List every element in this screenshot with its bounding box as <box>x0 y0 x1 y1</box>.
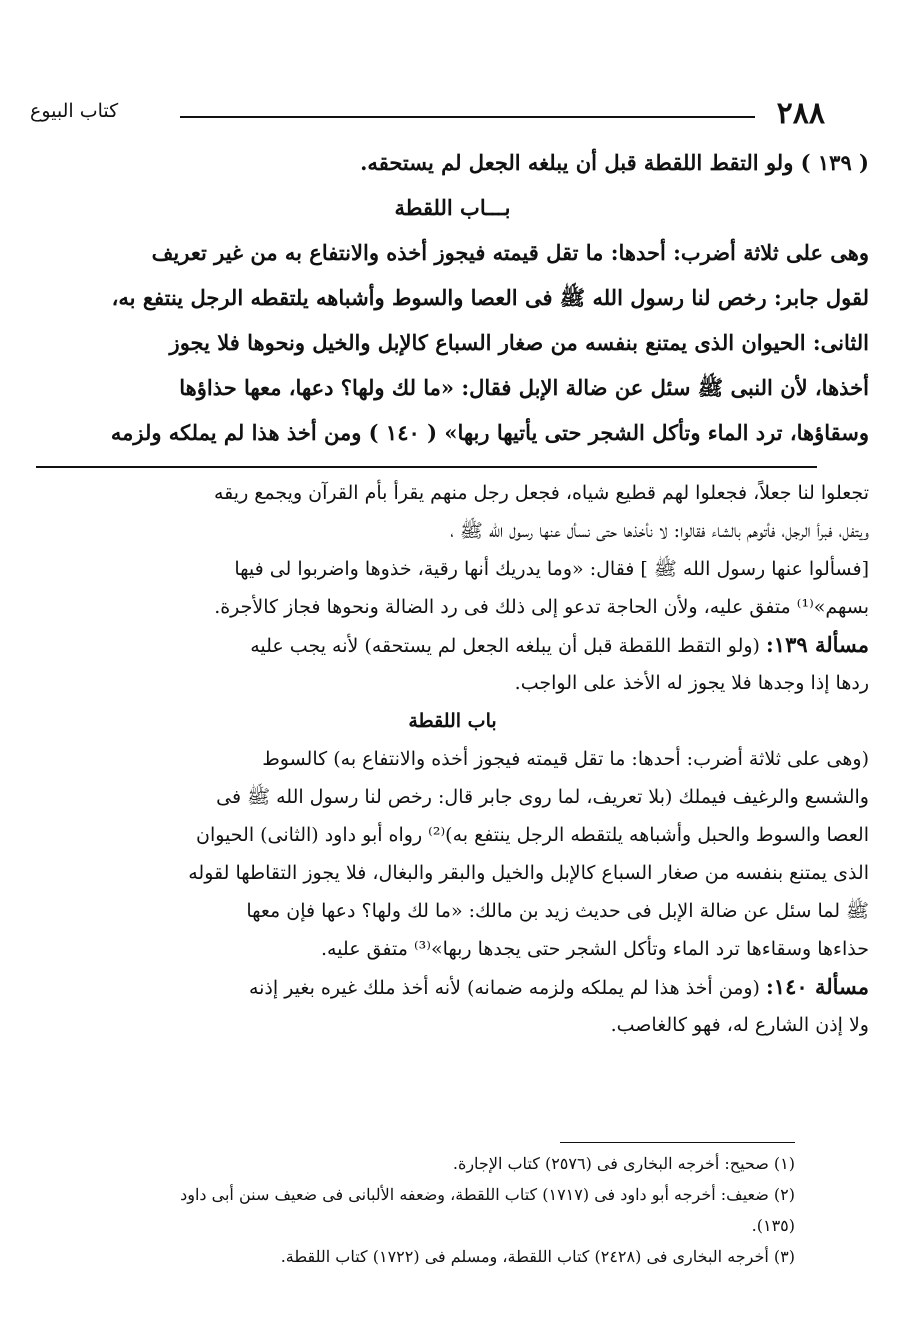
footnote: (٢) ضعيف: أخرجه أبو داود فى (١٧١٧) كتاب اللقطة، وضعفه الألبانى فى ضعيف سنن أبى داود <box>180 1185 795 1204</box>
footnote: (٣) أخرجه البخارى فى (٢٤٢٨) كتاب اللقطة، ومسلم فى (١٧٢٢) كتاب اللقطة. <box>280 1247 795 1266</box>
footnote: (١٣٥). <box>751 1216 795 1235</box>
matn-line: وهى على ثلاثة أضرب: أحدها: ما تقل قيمته فيجوز أخذه والانتفاع به من غير تعريف <box>151 240 869 265</box>
sharh-line: ردها إذا وجدها فلا يجوز له الأخذ على الواجب. <box>514 672 869 694</box>
page-header <box>30 96 825 136</box>
matn-line: وسقاؤها، ترد الماء وتأكل الشجر حتى يأتيها ربها» ( ١٤٠ ) ومن أخذ هذا لم يملكه ولزمه <box>110 420 869 445</box>
matn-line: أخذها، لأن النبى ﷺ سئل عن ضالة الإبل فقال: «ما لك ولها؟ دعها، معها حذاؤها <box>179 375 869 400</box>
sharh-line: والشسع والرغيف فيملك (بلا تعريف، لما روى جابر قال: رخص لنا رسول الله ﷺ فى <box>216 786 869 808</box>
masala-line <box>36 968 869 1006</box>
sharh-line: [فسألوا عنها رسول الله ﷺ ] فقال: «وما يدريك أنها رقية، خذوها واضربوا لى فيها <box>234 558 869 580</box>
masala-text: (ولو التقط اللقطة قبل أن يبلغه الجعل لم يستحقه) لأنه يجب عليه <box>250 635 760 657</box>
sharh-line: ويتفل، فبرأ الرجل، فأتوهم بالشاء فقالوا: لا نأخذها حتى نسأل عنها رسول الله ﷺ ، <box>450 520 869 542</box>
footnotes <box>36 1148 795 1272</box>
sharh-line: ﷺ لما سئل عن ضالة الإبل فى حديث زيد بن مالك: «ما لك ولها؟ دعها فإن معها <box>246 900 869 922</box>
sharh-line: (وهى على ثلاثة أضرب: أحدها: ما تقل قيمته فيجوز أخذه والانتفاع به) كالسوط <box>262 748 869 770</box>
sharh-text <box>36 474 869 1044</box>
sharh-line: حذاءها وسقاءها ترد الماء وتأكل الشجر حتى يجدها ربها»⁽³⁾ متفق عليه. <box>320 938 869 960</box>
section-divider <box>36 466 817 468</box>
footnote: (١) صحيح: أخرجه البخارى فى (٢٥٧٦) كتاب الإجارة. <box>452 1154 795 1173</box>
matn-text <box>36 140 869 455</box>
page-number: ٢٨٨ <box>776 96 825 131</box>
sharh-line: بسهم»⁽¹⁾ متفق عليه، ولأن الحاجة تدعو إلى ذلك فى رد الضالة ونحوها فجاز كالأجرة. <box>214 596 869 618</box>
sharh-line: العصا والسوط والحبل وأشباهه يلتقطه الرجل ينتفع به)⁽²⁾ رواه أبو داود (الثانى) الحيوان <box>195 824 869 846</box>
masala-text: (ومن أخذ هذا لم يملكه ولزمه ضمانه) لأنه أخذ ملك غيره بغير إذنه <box>248 977 760 999</box>
header-rule <box>180 116 755 118</box>
chapter-title: باب اللقطة <box>408 710 497 732</box>
sharh-line: تجعلوا لنا جعلاً، فجعلوا لهم قطيع شياه، فجعل رجل منهم يقرأ بأم القرآن ويجمع ريقه <box>214 482 869 504</box>
running-title: كتاب البيوع <box>30 100 119 122</box>
sharh-line: ولا إذن الشارع له، فهو كالغاصب. <box>610 1014 869 1036</box>
chapter-title: بـــاب اللقطة <box>394 195 511 220</box>
matn-line: الثانى: الحيوان الذى يمتنع بنفسه من صغار السباع كالإبل والخيل ونحوها فلا يجوز <box>169 330 869 355</box>
footnote-rule <box>560 1142 795 1143</box>
sharh-line: الذى يمتنع بنفسه من صغار السباع كالإبل والخيل والبقر والبغال، فلا يجوز التقاطها لقوله <box>188 862 869 884</box>
masala-line <box>36 626 869 664</box>
masala-label: مسألة ١٤٠: <box>766 974 869 999</box>
matn-line: ( ١٣٩ ) ولو التقط اللقطة قبل أن يبلغه الجعل لم يستحقه. <box>360 150 869 175</box>
masala-label: مسألة ١٣٩: <box>766 632 869 657</box>
matn-line: لقول جابر: رخص لنا رسول الله ﷺ فى العصا والسوط وأشباهه يلتقطه الرجل ينتفع به، <box>111 285 869 310</box>
